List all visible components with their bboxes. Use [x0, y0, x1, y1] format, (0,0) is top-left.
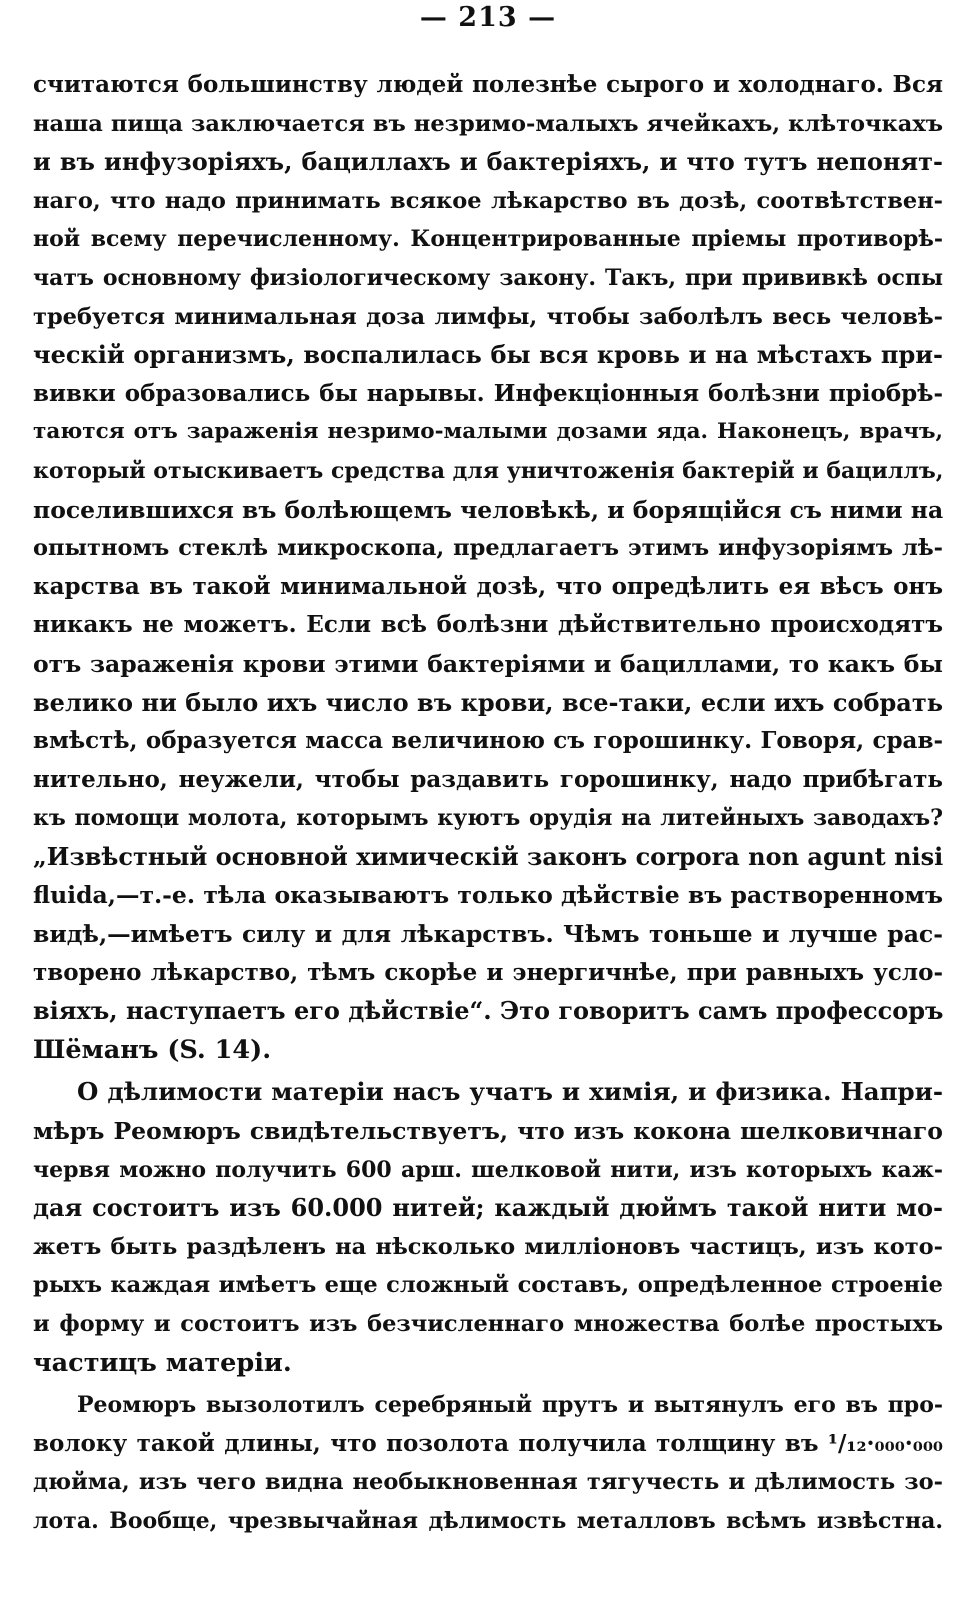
paragraph-2 — [33, 1073, 943, 1382]
body-text — [33, 66, 943, 1541]
text-line: отъ зараженія крови этими бактеріями и бациллами, то какъ бы — [33, 649, 943, 678]
paragraph-1 — [33, 66, 943, 1069]
text-line: наго, что надо принимать всякое лѣкарство въ дозѣ, соотвѣтствен- — [33, 187, 943, 214]
text-line: видѣ,—имѣетъ силу и для лѣкарствъ. Чѣмъ тоньше и лучше рас- — [33, 920, 943, 949]
text-line: fluida,—т.-е. тѣла оказываютъ только дѣйствіе въ растворенномъ — [33, 881, 943, 910]
text-line: жетъ быть раздѣленъ на нѣсколько милліоновъ частицъ, изъ кото- — [33, 1233, 943, 1260]
text-line: лота. Вообще, чрезвычайная дѣлимость металловъ всѣмъ извѣстна. — [33, 1507, 943, 1534]
book-page — [33, 0, 943, 1600]
text-line: карства въ такой минимальной дозѣ, что опредѣлить ея вѣсъ онъ — [33, 572, 943, 600]
text-line: волоку такой длины, что позолота получила толщину въ ¹/₁₂·₀₀₀·₀₀₀ — [33, 1429, 943, 1457]
text-line: ной всему перечисленному. Концентрированные пріемы противорѣ- — [33, 226, 943, 253]
text-line: дая состоитъ изъ 60.000 нитей; каждый дюймъ такой нити мо- — [33, 1193, 943, 1223]
text-line: чатъ основному физіологическому закону. Такъ, при прививкѣ оспы — [33, 264, 943, 291]
text-line: дюйма, изъ чего видна необыкновенная тягучесть и дѣлимость зо- — [33, 1469, 943, 1496]
text-line: ческій организмъ, воспалилась бы вся кровь и на мѣстахъ при- — [33, 340, 943, 370]
text-line: требуется минимальная доза лимфы, чтобы заболѣлъ весь человѣ- — [33, 303, 943, 330]
text-line: вивки образовались бы нарывы. Инфекціонныя болѣзни пріобрѣ- — [33, 379, 943, 407]
text-line: вмѣстѣ, образуется масса величиною съ горошинку. Говоря, срав- — [33, 727, 943, 755]
text-line: наша пища заключается въ незримо-малыхъ ячейкахъ, клѣточкахъ — [33, 110, 943, 137]
text-line: „Извѣстный основной химическій законъ corpora non agunt nisi — [33, 841, 943, 871]
text-line: частицъ матеріи. — [33, 1347, 292, 1378]
text-line: Шёманъ (S. 14). — [33, 1034, 272, 1065]
text-line: который отыскиваетъ средства для уничтоженія бактерій и бациллъ, — [33, 457, 943, 484]
text-line: никакъ не можетъ. Если всѣ болѣзни дѣйствительно происходятъ — [33, 611, 943, 639]
text-line: нительно, неужели, чтобы раздавить горошинку, надо прибѣгать — [33, 765, 943, 793]
paragraph-3 — [33, 1386, 943, 1540]
text-line: мѣръ Реомюръ свидѣтельствуетъ, что изъ кокона шелковичнаго — [33, 1117, 943, 1146]
text-line: къ помощи молота, которымъ куютъ орудія на литейныхъ заводахъ? — [33, 805, 943, 832]
text-line: опытномъ стеклѣ микроскопа, предлагаетъ этимъ инфузоріямъ лѣ- — [33, 535, 943, 562]
text-line: поселившихся въ болѣющемъ человѣкѣ, и борящійся съ ними на — [33, 495, 943, 524]
text-line: рыхъ каждая имѣетъ еще сложный составъ, опредѣленное строеніе — [33, 1272, 943, 1299]
text-line: Реомюръ вызолотилъ серебряный прутъ и вытянулъ его въ про- — [77, 1392, 943, 1419]
text-line: и въ инфузоріяхъ, бациллахъ и бактеріяхъ, и что тутъ непонят- — [33, 147, 943, 177]
text-line: таются отъ зараженія незримо-малыми дозами яда. Наконецъ, врачъ, — [33, 419, 943, 445]
text-line: и форму и состоитъ изъ безчисленнаго множества болѣе простыхъ — [33, 1311, 943, 1337]
text-line: червя можно получить 600 арш. шелковой нити, изъ которыхъ каж- — [33, 1156, 943, 1183]
text-line: велико ни было ихъ число въ крови, все-таки, если ихъ собрать — [33, 687, 943, 717]
text-line: О дѣлимости матеріи насъ учатъ и химія, и физика. Напри- — [77, 1077, 943, 1107]
text-line: творено лѣкарство, тѣмъ скорѣе и энергичнѣе, при равныхъ усло- — [33, 958, 943, 986]
text-line: віяхъ, наступаетъ его дѣйствіе“. Это говоритъ самъ профессоръ — [33, 996, 943, 1026]
text-line: считаются большинству людей полезнѣе сырого и холоднаго. Вся — [33, 71, 943, 98]
page-number: — 213 — — [419, 2, 557, 33]
